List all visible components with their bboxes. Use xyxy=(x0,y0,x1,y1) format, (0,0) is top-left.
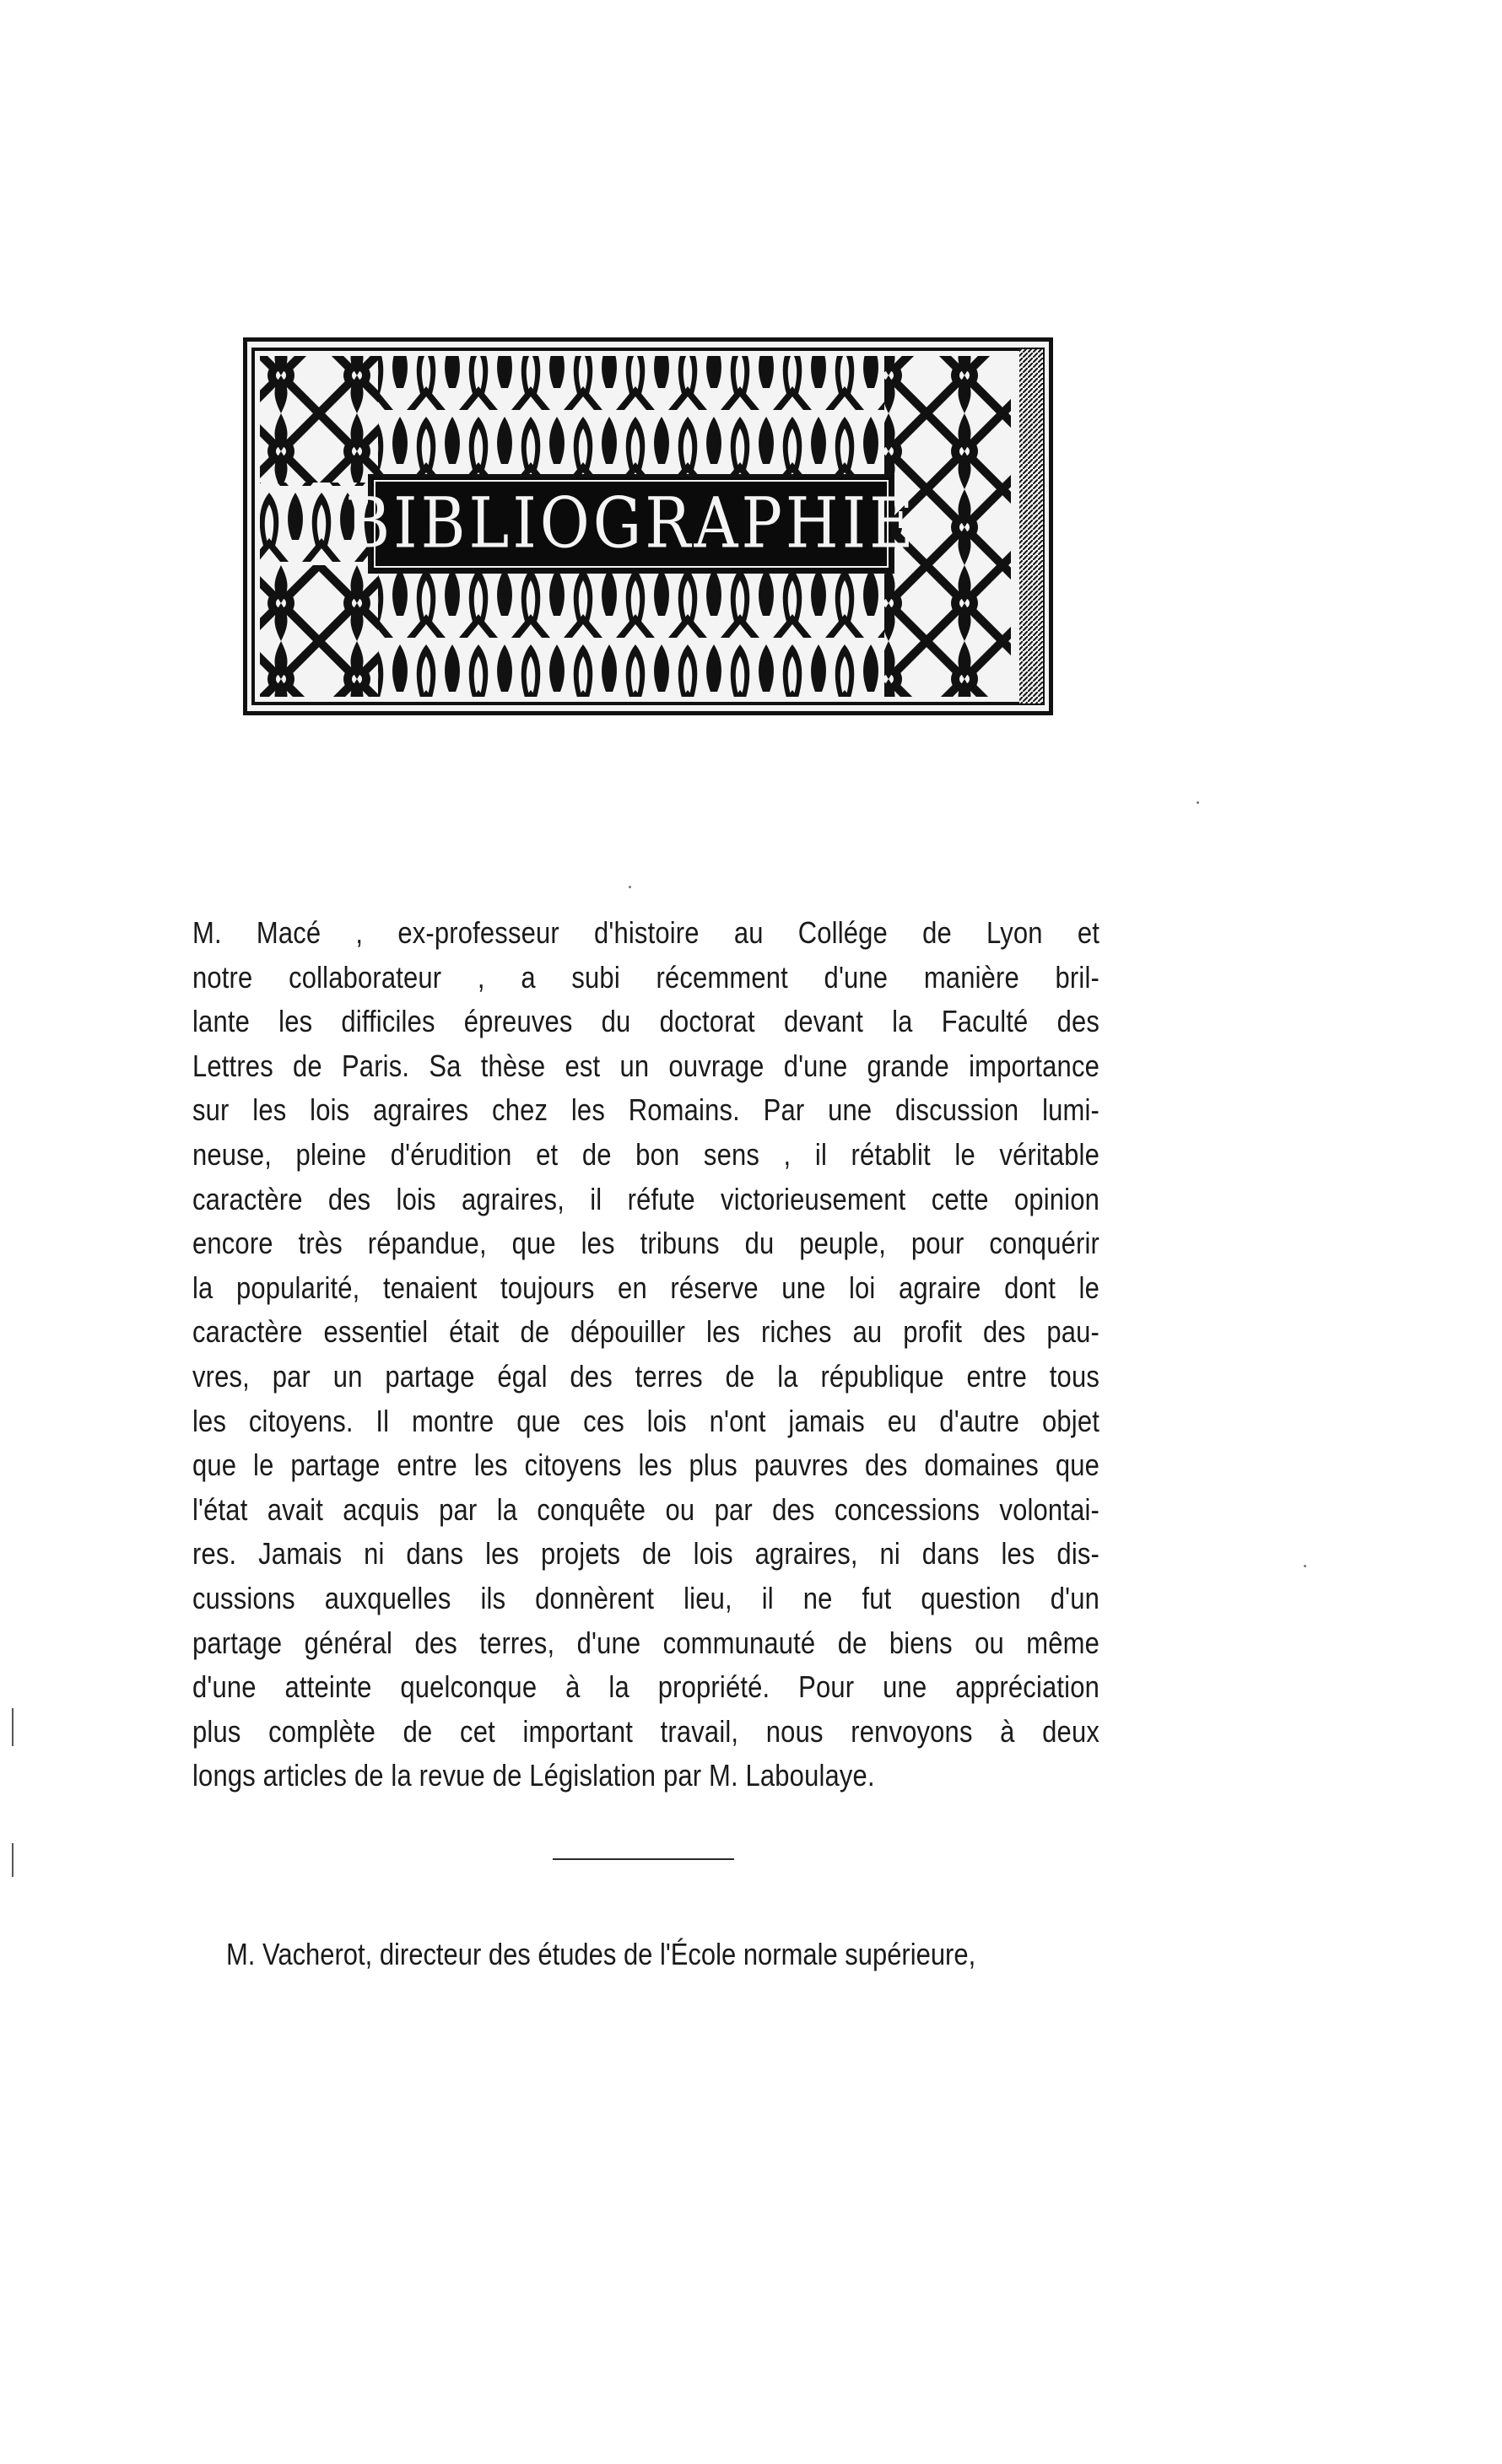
article-mace-line: M. Macé , ex-professeur d'histoire au Collége de Lyon et xyxy=(192,915,1099,950)
article-mace-line: d'une atteinte quelconque à la propriété. Pour une appréciation xyxy=(192,1669,1099,1705)
article-mace xyxy=(192,911,1099,1798)
article-vacherot-first-line: M. Vacherot, directeur des études de l'École normale supérieure, xyxy=(226,1937,976,1971)
article-mace-line: partage général des terres, d'une communauté de biens ou même xyxy=(192,1625,1099,1660)
article-mace-line: Lettres de Paris. Sa thèse est un ouvrage d'une grande importance xyxy=(192,1048,1099,1083)
speck xyxy=(629,886,631,888)
article-mace-line: cussions auxquelles ils donnèrent lieu, il ne fut question d'un xyxy=(192,1580,1099,1615)
margin-mark xyxy=(12,1843,14,1877)
article-mace-line: les citoyens. Il montre que ces lois n'ont jamais eu d'autre objet xyxy=(192,1403,1099,1438)
ornamental-frame-icon xyxy=(243,337,1053,715)
article-mace-line: plus complète de cet important travail, nous renvoyons à deux xyxy=(192,1713,1099,1749)
article-mace-text xyxy=(192,911,1099,1798)
article-mace-line: que le partage entre les citoyens les plus pauvres des domaines que xyxy=(192,1448,1099,1483)
speck xyxy=(1197,801,1199,804)
section-divider xyxy=(553,1858,734,1860)
margin-mark xyxy=(12,1708,14,1746)
bibliographie-banner xyxy=(243,337,1053,715)
article-mace-line: la popularité, tenaient toujours en réserve une loi agraire dont le xyxy=(192,1270,1099,1305)
article-mace-line: longs articles de la revue de Législation par M. Laboulaye. xyxy=(192,1758,875,1793)
article-mace-line: caractère des lois agraires, il réfute victorieusement cette opinion xyxy=(192,1181,1099,1216)
article-mace-line: neuse, pleine d'érudition et de bon sens , il rétablit le véritable xyxy=(192,1136,1099,1172)
speck xyxy=(1304,1565,1306,1567)
article-mace-line: caractère essentiel était de dépouiller les riches au profit des pau- xyxy=(192,1314,1099,1350)
article-mace-line: encore très répandue, que les tribuns du peuple, pour conquérir xyxy=(192,1226,1099,1261)
article-mace-line: vres, par un partage égal des terres de la république entre tous xyxy=(192,1358,1099,1394)
article-mace-line: res. Jamais ni dans les projets de lois agraires, ni dans les dis- xyxy=(192,1536,1099,1572)
article-mace-line: lante les difficiles épreuves du doctorat devant la Faculté des xyxy=(192,1004,1099,1039)
article-mace-line: sur les lois agraires chez les Romains. Par une discussion lumi- xyxy=(192,1092,1099,1128)
article-mace-line: l'état avait acquis par la conquête ou par des concessions volontai- xyxy=(192,1491,1099,1527)
article-mace-line: notre collaborateur , a subi récemment d'une manière bril- xyxy=(192,959,1099,995)
banner-title: BIBLIOGRAPHIE xyxy=(345,483,917,564)
